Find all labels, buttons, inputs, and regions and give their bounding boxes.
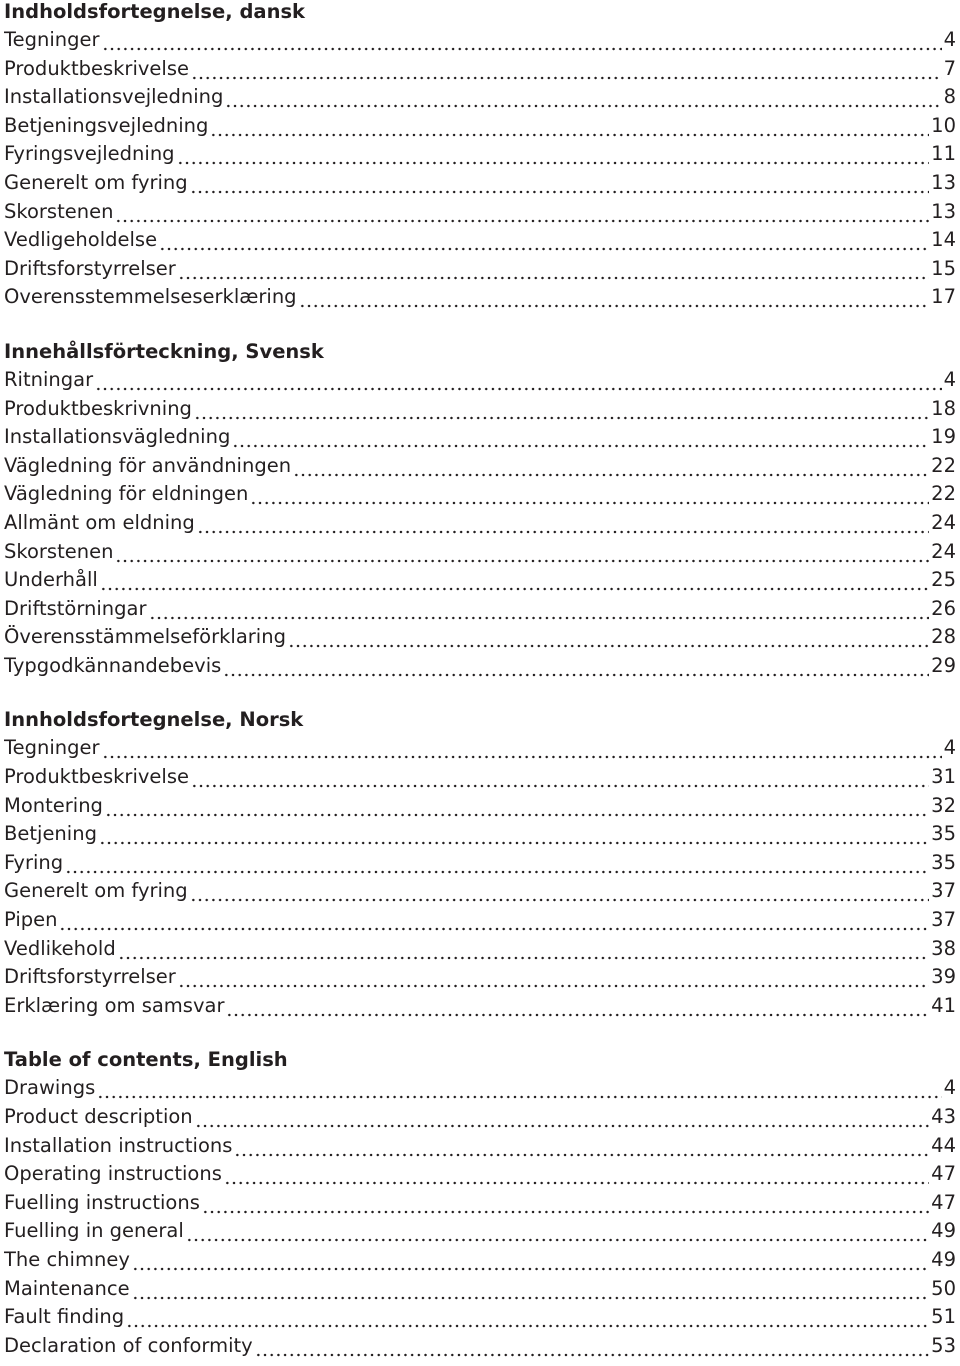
toc-entry-page-number: 4 xyxy=(943,28,956,51)
toc-entry[interactable] xyxy=(4,1103,956,1132)
toc-entry[interactable] xyxy=(4,283,956,312)
toc-entry-label: Montering xyxy=(4,793,103,817)
toc-entry-page-number: 24 xyxy=(931,539,956,563)
toc-entry-page-number: 8 xyxy=(943,85,956,109)
dot-leader xyxy=(234,1132,929,1161)
toc-entry[interactable] xyxy=(4,1275,956,1304)
toc-entry-label: Installation instructions xyxy=(4,1133,233,1157)
dot-leader xyxy=(178,255,929,284)
toc-entry-label: Vedligeholdelse xyxy=(4,228,158,252)
toc-entry[interactable] xyxy=(4,255,956,284)
toc-entry[interactable] xyxy=(4,395,956,424)
dot-leader xyxy=(195,1103,930,1132)
dot-leader xyxy=(126,1303,929,1332)
section-title: Table of contents, English xyxy=(4,1048,288,1072)
toc-entry-label: Tegninger xyxy=(4,28,100,51)
toc-entry-label: Maintenance xyxy=(4,1276,130,1300)
dot-leader xyxy=(191,55,942,84)
toc-entry-label: Generelt om fyring xyxy=(4,170,188,194)
dot-leader xyxy=(226,992,929,1021)
toc-entry[interactable] xyxy=(4,1246,956,1275)
toc-list xyxy=(4,26,956,312)
toc-entry-page-number: 49 xyxy=(931,1247,956,1271)
dot-leader xyxy=(97,1074,941,1103)
toc-entry[interactable] xyxy=(4,1332,956,1361)
dot-leader xyxy=(224,1160,929,1189)
toc-entry[interactable] xyxy=(4,906,956,935)
toc-entry[interactable] xyxy=(4,538,956,567)
toc-entry-label: Tegninger xyxy=(4,736,100,760)
toc-entry[interactable] xyxy=(4,820,956,849)
toc-entry-label: Installationsvejledning xyxy=(4,85,224,109)
dot-leader xyxy=(115,198,929,227)
dot-leader xyxy=(149,595,930,624)
toc-entry-page-number: 10 xyxy=(931,113,956,137)
toc-entry-page-number: 25 xyxy=(931,568,956,592)
toc-entry-page-number: 4 xyxy=(943,736,956,760)
toc-entry-page-number: 50 xyxy=(931,1276,956,1300)
toc-entry-page-number: 29 xyxy=(931,653,956,677)
toc-entry[interactable] xyxy=(4,423,956,452)
toc-entry[interactable] xyxy=(4,480,956,509)
toc-entry-page-number: 44 xyxy=(931,1133,956,1157)
toc-entry-label: Vägledning för användningen xyxy=(4,453,292,477)
toc-entry-page-number: 22 xyxy=(931,453,956,477)
dot-leader xyxy=(299,283,930,312)
section-title: Indholdsfortegnelse, dansk xyxy=(4,0,306,23)
toc-list xyxy=(4,366,956,681)
toc-entry[interactable] xyxy=(4,140,956,169)
toc-entry-page-number: 26 xyxy=(931,596,956,620)
toc-entry-page-number: 38 xyxy=(931,936,956,960)
toc-entry[interactable] xyxy=(4,1074,956,1103)
dot-leader xyxy=(177,140,930,169)
toc-entry-page-number: 7 xyxy=(943,56,956,80)
toc-entry[interactable] xyxy=(4,792,956,821)
toc-entry[interactable] xyxy=(4,1217,956,1246)
dot-leader xyxy=(102,26,942,55)
toc-entry-label: Driftstörningar xyxy=(4,596,147,620)
toc-entry-label: Produktbeskrivning xyxy=(4,396,192,420)
toc-entry[interactable] xyxy=(4,1132,956,1161)
toc-section-norwegian xyxy=(4,708,956,1020)
dot-leader xyxy=(159,226,929,255)
dot-leader xyxy=(202,1189,929,1218)
toc-entry[interactable] xyxy=(4,566,956,595)
dot-leader xyxy=(186,1217,929,1246)
toc-entry-page-number: 47 xyxy=(931,1162,956,1186)
toc-entry-label: Driftsforstyrrelser xyxy=(4,256,176,280)
dot-leader xyxy=(223,652,929,681)
toc-entry-label: Överensstämmelseförklaring xyxy=(4,625,286,649)
dot-leader xyxy=(190,877,930,906)
dot-leader xyxy=(250,480,929,509)
toc-entry[interactable] xyxy=(4,992,956,1021)
toc-entry[interactable] xyxy=(4,849,956,878)
toc-entry-page-number: 4 xyxy=(943,367,956,391)
dot-leader xyxy=(59,906,929,935)
toc-entry-page-number: 13 xyxy=(931,170,956,194)
toc-entry[interactable] xyxy=(4,1189,956,1218)
toc-entry-page-number: 19 xyxy=(931,425,956,449)
toc-entry-page-number: 13 xyxy=(931,199,956,223)
toc-entry-page-number: 53 xyxy=(931,1333,956,1357)
dot-leader xyxy=(132,1246,929,1275)
toc-entry[interactable] xyxy=(4,652,956,681)
dot-leader xyxy=(190,169,930,198)
toc-entry-label: Fyringsvejledning xyxy=(4,142,175,166)
toc-entry-label: Operating instructions xyxy=(4,1162,222,1186)
toc-entry-page-number: 43 xyxy=(931,1105,956,1128)
toc-entry[interactable] xyxy=(4,509,956,538)
toc-entry-label: Fyring xyxy=(4,850,64,874)
toc-entry-label: The chimney xyxy=(4,1247,130,1271)
toc-entry[interactable] xyxy=(4,1160,956,1189)
toc-entry[interactable] xyxy=(4,623,956,652)
toc-entry-page-number: 18 xyxy=(931,396,956,420)
toc-entry-page-number: 37 xyxy=(931,908,956,932)
toc-entry[interactable] xyxy=(4,877,956,906)
toc-entry-label: Erklæring om samsvar xyxy=(4,993,225,1017)
dot-leader xyxy=(197,509,929,538)
toc-entry-label: Generelt om fyring xyxy=(4,879,188,903)
toc-section-swedish xyxy=(4,340,956,681)
section-title: Innehållsförteckning, Svensk xyxy=(4,339,324,363)
toc-section-english xyxy=(4,1048,956,1360)
toc-entry-page-number: 31 xyxy=(931,765,956,789)
dot-leader xyxy=(95,366,941,395)
toc-entry-page-number: 24 xyxy=(931,510,956,534)
section-title: Innholdsfortegnelse, Norsk xyxy=(4,708,304,732)
toc-entry-label: Product description xyxy=(4,1105,193,1128)
toc-entry-label: Underhåll xyxy=(4,568,98,592)
toc-entry[interactable] xyxy=(4,226,956,255)
toc-entry[interactable] xyxy=(4,963,956,992)
toc-entry-page-number: 11 xyxy=(931,142,956,166)
dot-leader xyxy=(210,112,929,141)
toc-entry-label: Vägledning för eldningen xyxy=(4,482,249,506)
toc-entry-label: Typgodkännandebevis xyxy=(4,653,222,677)
toc-entry-label: Fuelling in general xyxy=(4,1219,184,1243)
toc-entry-label: Installationsvägledning xyxy=(4,425,231,449)
toc-entry-label: Driftsforstyrrelser xyxy=(4,965,176,989)
toc-entry-label: Allmänt om eldning xyxy=(4,510,195,534)
toc-entry-label: Pipen xyxy=(4,908,58,932)
dot-leader xyxy=(115,538,929,567)
toc-entry-label: Betjeningsvejledning xyxy=(4,113,209,137)
toc-entry[interactable] xyxy=(4,55,956,84)
toc-entry[interactable] xyxy=(4,935,956,964)
dot-leader xyxy=(255,1332,929,1361)
toc-entry-label: Produktbeskrivelse xyxy=(4,765,189,789)
toc-entry[interactable] xyxy=(4,452,956,481)
toc-entry-page-number: 41 xyxy=(931,993,956,1017)
toc-entry[interactable] xyxy=(4,26,956,55)
dot-leader xyxy=(100,566,929,595)
dot-leader xyxy=(288,623,929,652)
toc-entry-page-number: 28 xyxy=(931,625,956,649)
toc-entry-page-number: 32 xyxy=(931,793,956,817)
toc-entry-page-number: 51 xyxy=(931,1305,956,1329)
toc-entry-page-number: 22 xyxy=(931,482,956,506)
dot-leader xyxy=(232,423,929,452)
toc-entry-label: Skorstenen xyxy=(4,199,114,223)
toc-list xyxy=(4,734,956,1020)
toc-entry-label: Vedlikehold xyxy=(4,936,116,960)
dot-leader xyxy=(99,820,929,849)
toc-entry[interactable] xyxy=(4,198,956,227)
toc-entry-label: Fuelling instructions xyxy=(4,1190,200,1214)
dot-leader xyxy=(65,849,929,878)
toc-entry-page-number: 49 xyxy=(931,1219,956,1243)
dot-leader xyxy=(225,83,941,112)
dot-leader xyxy=(132,1275,930,1304)
toc-entry-label: Betjening xyxy=(4,822,97,846)
toc-section-danish xyxy=(4,0,956,312)
toc-entry[interactable] xyxy=(4,83,956,112)
toc-entry[interactable] xyxy=(4,366,956,395)
toc-entry-page-number: 15 xyxy=(931,256,956,280)
toc-entry-label: Declaration of conformity xyxy=(4,1333,253,1357)
toc-entry[interactable] xyxy=(4,1303,956,1332)
toc-entry-label: Fault finding xyxy=(4,1305,125,1329)
toc-entry-label: Ritningar xyxy=(4,367,94,391)
toc-entry-label: Drawings xyxy=(4,1076,96,1100)
toc-entry[interactable] xyxy=(4,169,956,198)
toc-entry-page-number: 17 xyxy=(931,285,956,309)
toc-entry-label: Produktbeskrivelse xyxy=(4,56,189,80)
toc-entry[interactable] xyxy=(4,595,956,624)
toc-list xyxy=(4,1074,956,1360)
toc-entry-page-number: 39 xyxy=(931,965,956,989)
toc-entry-page-number: 35 xyxy=(931,850,956,874)
dot-leader xyxy=(293,452,929,481)
dot-leader xyxy=(191,763,929,792)
dot-leader xyxy=(178,963,929,992)
toc-entry-page-number: 14 xyxy=(931,228,956,252)
dot-leader xyxy=(105,792,929,821)
toc-entry-page-number: 37 xyxy=(931,879,956,903)
toc-entry-label: Skorstenen xyxy=(4,539,114,563)
toc-entry[interactable] xyxy=(4,112,956,141)
toc-entry[interactable] xyxy=(4,734,956,763)
dot-leader xyxy=(102,734,942,763)
dot-leader xyxy=(118,935,929,964)
toc-entry-page-number: 35 xyxy=(931,822,956,846)
toc-entry-label: Overensstemmelseserklæring xyxy=(4,285,297,309)
dot-leader xyxy=(194,395,929,424)
toc-entry[interactable] xyxy=(4,763,956,792)
toc-entry-page-number: 47 xyxy=(931,1190,956,1214)
toc-entry-page-number: 4 xyxy=(943,1076,956,1100)
table-of-contents xyxy=(4,0,956,1360)
